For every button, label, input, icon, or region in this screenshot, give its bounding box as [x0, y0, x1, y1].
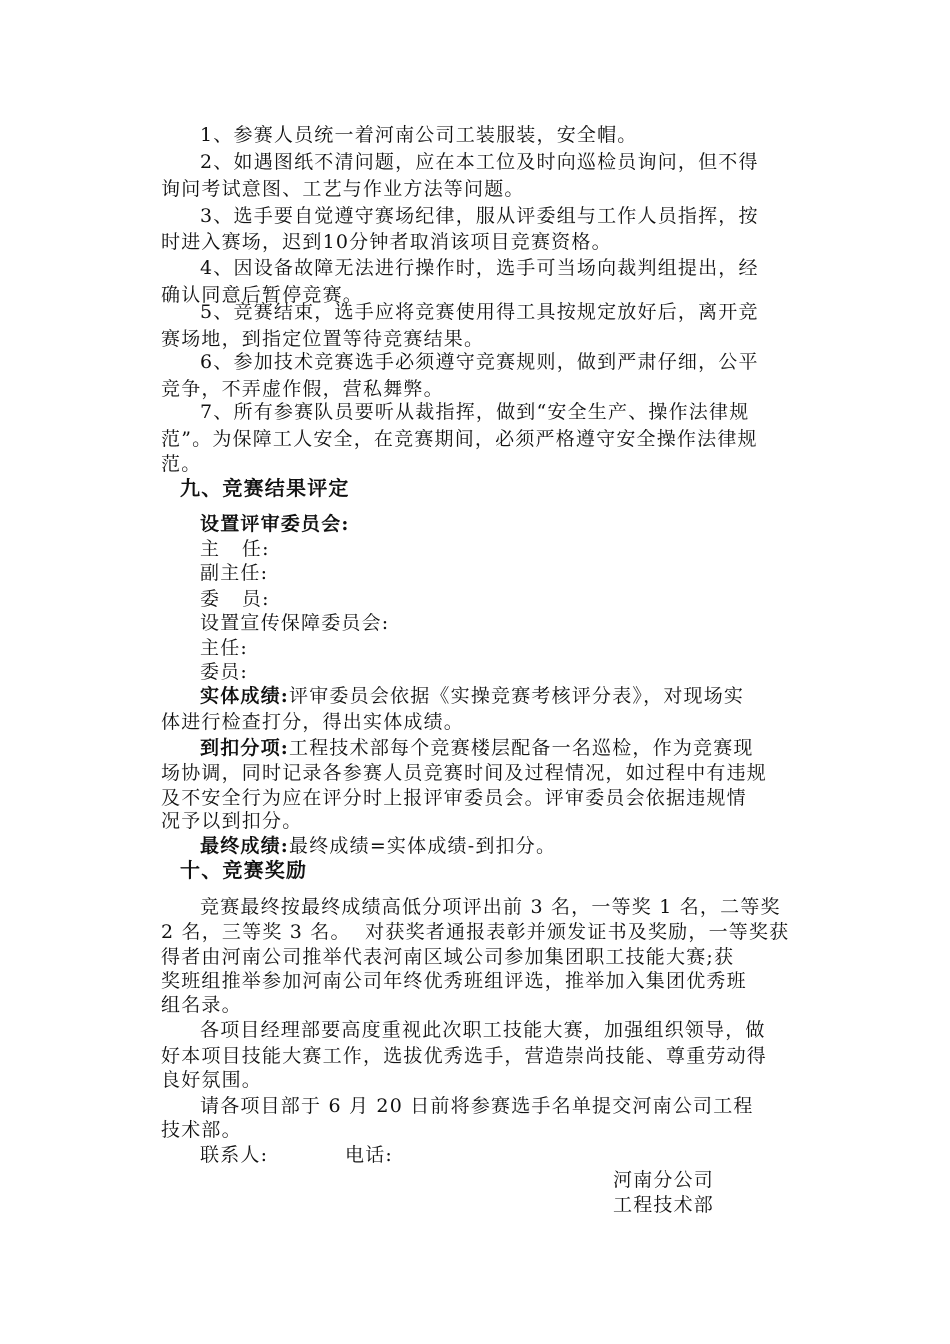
entity-score-line-1: [200, 684, 744, 708]
deduction-label: 到扣分项:: [200, 737, 290, 759]
rule-7-line-2: 范”。为保障工人安全，在竞赛期间，必须严格遵守安全操作法律规: [161, 428, 758, 450]
deduction-line-4: 况予以到扣分。: [161, 810, 303, 832]
signature-dept: 工程技术部: [613, 1194, 715, 1216]
section-10-heading: 十、竞赛奖励: [180, 858, 308, 882]
deduction-text: 工程技术部每个竞赛楼层配备一名巡检，作为竞赛现: [289, 737, 754, 759]
rule-1-line-1: 1、参赛人员统一着河南公司工装服装，安全帽。: [200, 124, 638, 146]
deduction-line-1: [200, 736, 754, 760]
rule-4-line-2: 确认同意后暂停竞赛。: [161, 284, 364, 306]
importance-line-3: 良好氛围。: [161, 1069, 263, 1091]
rule-2-line-1: 2、如遇图纸不清问题，应在本工位及时向巡检员询问，但不得: [200, 151, 759, 173]
rule-7-line-3: 范。: [161, 453, 202, 475]
committee-title: 设置评审委员会:: [200, 513, 350, 535]
entity-score-text: 评审委员会依据《实操竞赛考核评分表》，对现场实: [289, 685, 745, 707]
committee-vice-director: 副主任:: [200, 562, 269, 584]
importance-line-1: 各项目经理部要高度重视此次职工技能大赛，加强组织领导，做: [200, 1019, 766, 1041]
importance-line-2: 好本项目技能大赛工作，选拔优秀选手，营造崇尚技能、尊重劳动得: [161, 1045, 768, 1067]
rule-3-line-1: 3、选手要自觉遵守赛场纪律，服从评委组与工作人员指挥，按: [200, 205, 759, 227]
award-line-1: 竞赛最终按最终成绩高低分项评出前 3 名，一等奖 1 名，二等奖: [200, 896, 781, 918]
publicity-committee-title: 设置宣传保障委员会:: [200, 612, 390, 634]
deduction-line-3: 及不安全行为应在评分时上报评审委员会。评审委员会依据违规情: [161, 787, 747, 809]
rule-6-line-2: 竞争，不弄虚作假，营私舞弊。: [161, 378, 444, 400]
signature-org: 河南分公司: [613, 1169, 715, 1191]
rule-3-line-2: 时进入赛场，迟到10分钟者取消该项目竞赛资格。: [161, 231, 612, 253]
publicity-director: 主任:: [200, 637, 249, 659]
award-line-5: 组名录。: [161, 994, 242, 1016]
rule-2-line-2: 询问考试意图、工艺与作业方法等问题。: [161, 178, 525, 200]
rule-5-line-1: 5、竞赛结束，选手应将竞赛使用得工具按规定放好后，离开竞: [200, 301, 759, 323]
final-score-line: [200, 834, 556, 858]
section-9-heading: 九、竞赛结果评定: [180, 476, 350, 500]
rule-5-line-2: 赛场地，到指定位置等待竞赛结果。: [161, 328, 485, 350]
contact-person: 联系人:: [200, 1144, 269, 1166]
committee-members: 委 员:: [200, 588, 270, 610]
rule-4-line-1: 4、因设备故障无法进行操作时，选手可当场向裁判组提出，经: [200, 257, 759, 279]
entity-score-label: 实体成绩:: [200, 685, 290, 707]
entity-score-line-2: 体进行检查打分，得出实体成绩。: [161, 711, 465, 733]
contact-phone: 电话:: [345, 1144, 394, 1166]
award-line-2: 2 名，三等奖 3 名。 对获奖者通报表彰并颁发证书及奖励，一等奖获: [161, 921, 790, 943]
award-line-3: 得者由河南公司推举代表河南区域公司参加集团职工技能大赛;获: [161, 946, 735, 968]
deduction-line-2: 场协调，同时记录各参赛人员竞赛时间及过程情况，如过程中有违规: [161, 762, 768, 784]
publicity-members: 委员:: [200, 661, 249, 683]
rule-6-line-1: 6、参加技术竞赛选手必须遵守竞赛规则，做到严肃仔细，公平: [200, 351, 759, 373]
rule-7-line-1: 7、所有参赛队员要听从裁指挥，做到“安全生产、操作法律规: [200, 401, 750, 423]
final-score-text: 最终成绩=实体成绩-到扣分。: [289, 835, 557, 857]
deadline-line-1: 请各项目部于 6 月 20 日前将参赛选手名单提交河南公司工程: [200, 1095, 754, 1117]
committee-director: 主 任:: [200, 538, 270, 560]
deadline-line-2: 技术部。: [161, 1119, 242, 1141]
award-line-4: 奖班组推举参加河南公司年终优秀班组评选，推举加入集团优秀班: [161, 970, 747, 992]
final-score-label: 最终成绩:: [200, 835, 290, 857]
